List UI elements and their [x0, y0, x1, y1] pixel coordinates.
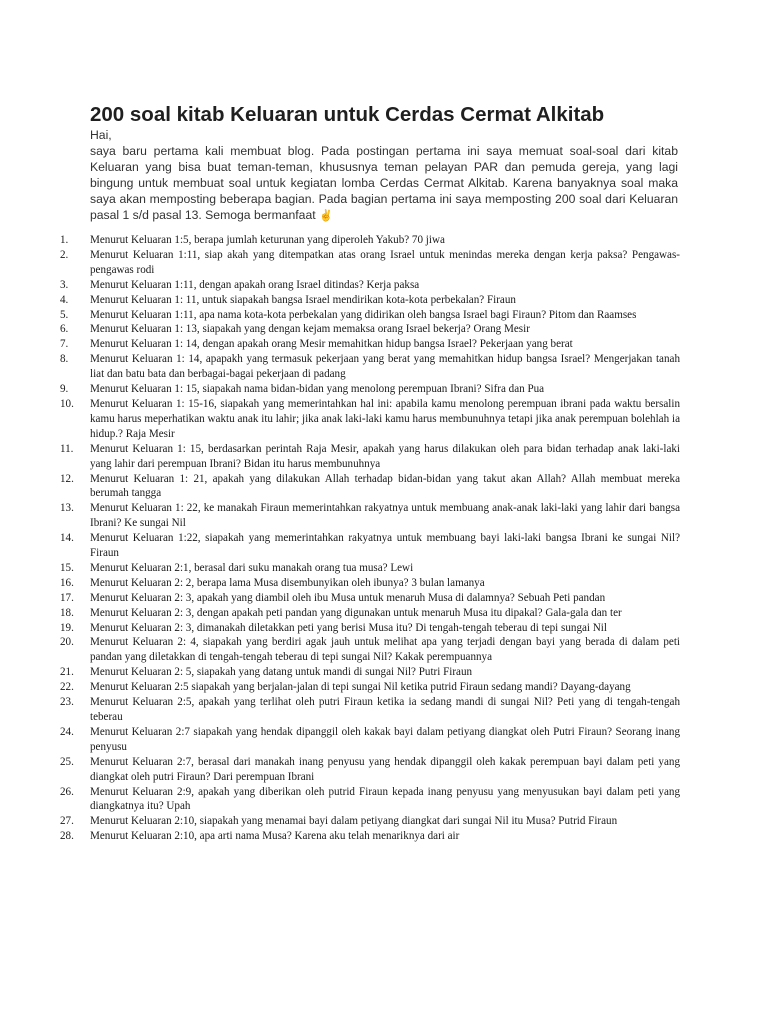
question-text: Menurut Keluaran 2: 2, berapa lama Musa disembunyikan oleh ibunya? 3 bulan lamanya	[90, 576, 485, 589]
question-number: 11.	[60, 442, 74, 455]
question-text: Menurut Keluaran 2: 3, dengan apakah peti pandan yang digunakan untuk menaruh Musa itu dipakal? Gala-gala dan ter	[90, 606, 622, 619]
question-number: 12.	[60, 472, 74, 485]
question-number: 6.	[60, 323, 69, 336]
question-text: Menurut Keluaran 2: 3, dimanakah diletakkan peti yang berisi Musa itu? Di tengah-tengah teberau di tepi sungai Nil	[90, 621, 607, 634]
question-item	[60, 814, 680, 829]
question-number: 24.	[60, 725, 74, 738]
question-text: Menurut Keluaran 1:11, dengan apakah orang Israel ditindas? Kerja paksa	[90, 278, 420, 291]
question-number: 1.	[60, 234, 69, 246]
question-number: 18.	[60, 606, 74, 619]
question-text: Menurut Keluaran 1:11, siap akah yang ditempatkan atas orang Israel untuk menindas mereka dengan kerja paksa? Pengawas-pengawas rodi	[90, 248, 680, 276]
question-text: Menurut Keluaran 1:11, apa nama kota-kota perbekalan yang didirikan oleh bangsa Israel bagi Firaun? Pitom dan Raamses	[90, 308, 637, 321]
question-item	[60, 531, 680, 561]
question-text: Menurut Keluaran 1:22, siapakah yang memerintahkan rakyatnya untuk membuang bayi laki-laki bangsa Ibrani ke sungai Nil? Firaun	[90, 532, 680, 560]
question-text: Menurut Keluaran 1: 14, apapakh yang termasuk pekerjaan yang berat yang memahitkan hidup bangsa Israel? Mengerjakan tanah liat dan batu bata dan berbagai-bagai pekerjaan di padang	[90, 353, 680, 381]
question-text: Menurut Keluaran 2:5 siapakah yang berjalan-jalan di tepi sungai Nil ketika putrid Firaun sedang mandi? Dayang-dayang	[90, 681, 631, 694]
question-number: 5.	[60, 308, 69, 321]
question-item	[60, 293, 680, 308]
intro-paragraph	[90, 143, 678, 224]
question-text: Menurut Keluaran 2:10, siapakah yang menamai bayi dalam petiyang diangkat dari sungai Nil itu Musa? Putrid Firaun	[90, 815, 618, 828]
question-item	[60, 680, 680, 695]
question-number: 8.	[60, 353, 69, 366]
question-text: Menurut Keluaran 2: 4, siapakah yang berdiri agak jauh untuk melihat apa yang terjadi dengan bayi yang berada di dalam peti pandan yang diletakkan di tengah-tengah teberau di tepi sungai Nil? Kakak perempuannya	[90, 636, 680, 664]
question-number: 17.	[60, 591, 74, 604]
question-item	[60, 606, 680, 621]
question-item	[60, 248, 680, 278]
question-text: Menurut Keluaran 1: 15-16, siapakah yang memerintahkan hal ini: apabila kamu menolong perempuan ibrani pada waktu bersalin kamu harus meperhatikan waktu anak itu lahir; jika anak laki-laki kamu harus membunuhnya tetapi jika anak perempuan bolehlah ia hidup.? Raja Mesir	[90, 397, 680, 440]
question-number: 20.	[60, 636, 74, 649]
question-item	[60, 233, 680, 248]
question-item	[60, 501, 680, 531]
question-item	[60, 621, 680, 636]
question-number: 3.	[60, 278, 69, 291]
question-text: Menurut Keluaran 1: 15, berdasarkan perintah Raja Mesir, apakah yang harus dilakukan oleh para bidan terhadap anak laki-laki yang lahir dari perempuan Ibrani? Bidan itu harus membunuhnya	[90, 442, 680, 470]
question-number: 22.	[60, 681, 74, 694]
question-number: 27.	[60, 815, 74, 828]
question-text: Menurut Keluaran 2:5, apakah yang terlihat oleh putri Firaun ketika ia sedang mandi di sungai Nil? Peti yang di tengah-tengah teberau	[90, 696, 680, 723]
question-list	[60, 233, 680, 844]
question-number: 7.	[60, 338, 69, 351]
question-item	[60, 755, 680, 785]
question-text: Menurut Keluaran 2:10, apa arti nama Musa? Karena aku telah menariknya dari air	[90, 830, 460, 843]
question-item	[60, 785, 680, 815]
intro-text: saya baru pertama kali membuat blog. Pada postingan pertama ini saya memuat soal-soal dari kitab Keluaran yang bisa buat teman-teman, khususnya teman pelayan PAR dan pemuda gereja, yang lagi bingung untuk membuat soal untuk kegiatan lomba Cerdas Cermat Alkitab. Karena banyaknya soal maka saya akan memposting beberapa bagian. Pada bagian pertama ini saya memposting 200 soal dari Keluaran pasal 1 s/d pasal 13. Semoga bermanfaat	[90, 144, 678, 223]
question-number: 19.	[60, 621, 74, 634]
question-text: Menurut Keluaran 2:7 siapakah yang hendak dipanggil oleh kakak bayi dalam petiyang diangkat oleh Putri Firaun? Seorang inang penyusu	[90, 725, 680, 753]
question-text: Menurut Keluaran 1: 14, dengan apakah orang Mesir memahitkan hidup bangsa Israel? Pekerjaan yang berat	[90, 338, 573, 351]
question-text: Menurut Keluaran 1: 11, untuk siapakah bangsa Israel mendirikan kota-kota perbekalan? Firaun	[90, 293, 516, 306]
question-item	[60, 472, 680, 502]
peace-emoji-icon: ✌	[319, 210, 333, 223]
question-number: 9.	[60, 383, 69, 396]
question-text: Menurut Keluaran 2: 3, apakah yang diambil oleh ibu Musa untuk menaruh Musa di dalamnya? Sebuah Peti pandan	[90, 591, 606, 604]
question-item	[60, 561, 680, 576]
question-item	[60, 725, 680, 755]
question-item	[60, 397, 680, 442]
question-item	[60, 695, 680, 725]
question-text: Menurut Keluaran 2:7, berasal dari manakah inang penyusu yang hendak dipanggil oleh kakak perempuan bayi dalam peti yang diangkat oleh putri Firaun? Dari perempuan Ibrani	[90, 755, 680, 783]
greeting: Hai,	[90, 128, 112, 142]
question-number: 23.	[60, 696, 74, 709]
question-number: 21.	[60, 666, 74, 679]
question-item	[60, 278, 680, 293]
question-item	[60, 442, 680, 472]
question-item	[60, 308, 680, 323]
question-item	[60, 322, 680, 337]
question-number: 2.	[60, 248, 69, 261]
question-text: Menurut Keluaran 1: 21, apakah yang dilakukan Allah terhadap bidan-bidan yang takut akan Allah? Allah membuat mereka berumah tangga	[90, 472, 680, 500]
question-item	[60, 352, 680, 382]
question-number: 15.	[60, 561, 74, 574]
question-number: 13.	[60, 502, 74, 515]
question-number: 26.	[60, 785, 74, 798]
question-item	[60, 591, 680, 606]
question-number: 28.	[60, 830, 74, 843]
page-title: 200 soal kitab Keluaran untuk Cerdas Cermat Alkitab	[90, 103, 605, 126]
question-number: 14.	[60, 532, 74, 545]
question-text: Menurut Keluaran 1:5, berapa jumlah keturunan yang diperoleh Yakub? 70 jiwa	[90, 234, 445, 246]
question-text: Menurut Keluaran 1: 15, siapakah nama bidan-bidan yang menolong perempuan Ibrani? Sifra dan Pua	[90, 383, 545, 396]
question-item	[60, 337, 680, 352]
question-item	[60, 665, 680, 680]
intro-section	[90, 127, 678, 225]
question-text: Menurut Keluaran 2: 5, siapakah yang datang untuk mandi di sungai Nil? Putri Firaun	[90, 666, 473, 679]
question-text: Menurut Keluaran 2:1, berasal dari suku manakah orang tua musa? Lewi	[90, 561, 414, 574]
question-text: Menurut Keluaran 2:9, apakah yang diberikan oleh putrid Firaun kepada inang penyusu yang menyusukan bayi dalam peti yang diangkatnya itu? Upah	[90, 785, 680, 813]
question-text: Menurut Keluaran 1: 13, siapakah yang dengan kejam memaksa orang Israel bekerja? Orang Mesir	[90, 323, 530, 336]
question-item	[60, 382, 680, 397]
question-item	[60, 576, 680, 591]
question-number: 4.	[60, 293, 69, 306]
question-text: Menurut Keluaran 1: 22, ke manakah Firaun memerintahkan rakyatnya untuk membuang anak-anak laki-laki yang lahir dari bangsa Ibrani? Ke sungai Nil	[90, 502, 680, 530]
question-item	[60, 635, 680, 665]
question-number: 16.	[60, 576, 74, 589]
question-number: 25.	[60, 755, 74, 768]
question-item	[60, 829, 680, 844]
question-number: 10.	[60, 397, 74, 410]
